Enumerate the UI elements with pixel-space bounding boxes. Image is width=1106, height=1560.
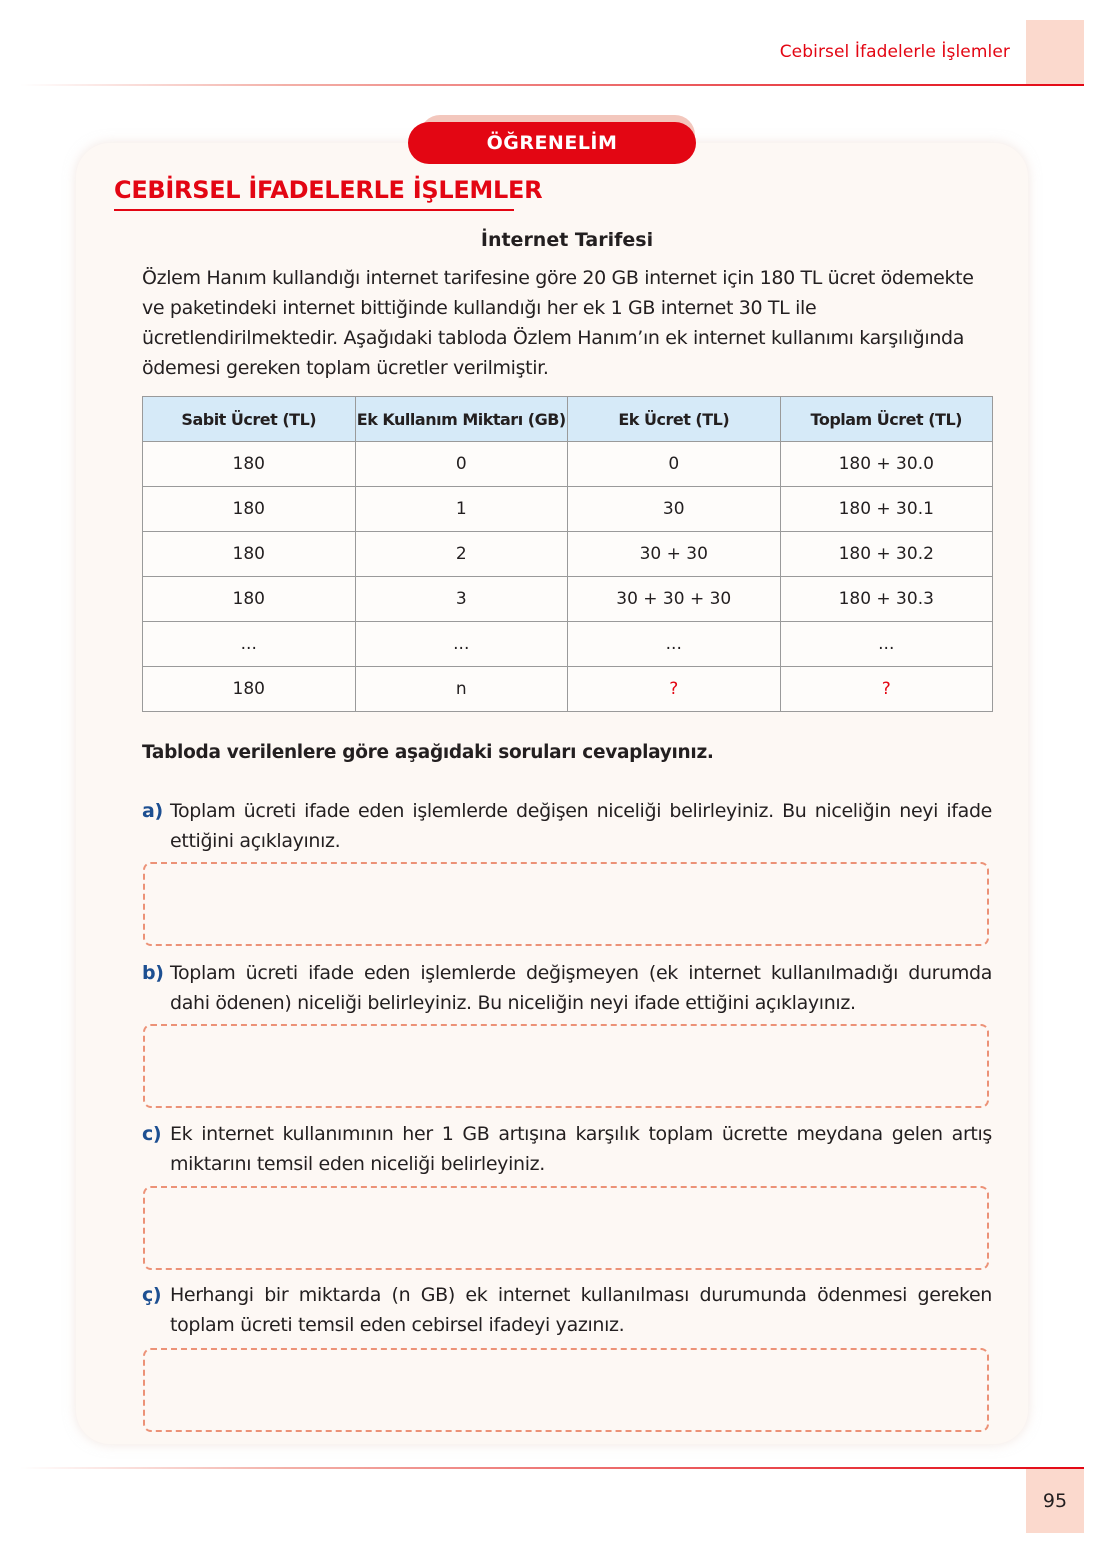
question-label: a) — [142, 800, 163, 822]
table-cell: 180 — [143, 577, 356, 622]
header-rule — [20, 84, 1084, 86]
column-header: Toplam Ücret (TL) — [780, 397, 993, 442]
table-cell: ... — [780, 622, 993, 667]
answer-box-cedilla[interactable] — [143, 1348, 989, 1432]
question-text: Ek internet kullanımının her 1 GB artışına karşılık toplam ücrette meydana gelen artış miktarını temsil eden niceliği belirleyiniz. — [170, 1123, 992, 1175]
unknown-cell: ? — [780, 667, 993, 712]
table-row — [143, 487, 993, 532]
unknown-cell: ? — [568, 667, 781, 712]
table-cell: 30 — [568, 487, 781, 532]
tariff-table — [142, 396, 993, 712]
table-header-row — [143, 397, 993, 442]
header-tab-decoration — [1026, 20, 1084, 86]
intro-paragraph: Özlem Hanım kullandığı internet tarifesine göre 20 GB internet için 180 TL ücret ödemekte ve paketindeki internet bittiğinde kullandığı her ek 1 GB internet 30 TL ile ücretlendirilmektedir. Aşağıdaki tabloda Özlem Hanım’ın ek internet kullanımı karşılığında ödemesi gereken toplam ücretler verilmiştir. — [142, 267, 974, 379]
question-b — [142, 958, 992, 1018]
table-cell: 180 — [143, 667, 356, 712]
table-cell: 180 + 30.1 — [780, 487, 993, 532]
table-cell: 2 — [355, 532, 568, 577]
question-text: Toplam ücreti ifade eden işlemlerde değişmeyen (ek internet kullanılmadığı durumda dahi ödenen) niceliği belirleyiniz. Bu niceliğin neyi ifade ettiğini açıklayınız. — [170, 962, 992, 1014]
section-title: CEBİRSEL İFADELERLE İŞLEMLER — [114, 176, 543, 204]
subheading: İnternet Tarifesi — [480, 229, 654, 251]
running-header-title: Cebirsel İfadelerle İşlemler — [779, 42, 1010, 62]
answer-box-c[interactable] — [143, 1186, 989, 1270]
table-cell: 0 — [568, 442, 781, 487]
table-cell: 180 — [143, 442, 356, 487]
question-label: b) — [142, 962, 164, 984]
column-header: Ek Ücret (TL) — [568, 397, 781, 442]
table-cell: 180 — [143, 532, 356, 577]
ogrenelim-badge: ÖĞRENELİM — [408, 122, 696, 164]
table-row — [143, 442, 993, 487]
section-title-underline — [114, 209, 514, 211]
table-row — [143, 577, 993, 622]
question-label: c) — [142, 1123, 162, 1145]
table-cell: n — [355, 667, 568, 712]
question-cedilla — [142, 1280, 992, 1340]
table-cell: ... — [143, 622, 356, 667]
table-cell: ... — [568, 622, 781, 667]
answer-box-b[interactable] — [143, 1024, 989, 1108]
instruction-text: Tabloda verilenlere göre aşağıdaki soruları cevaplayınız. — [142, 742, 714, 763]
table-cell: 180 + 30.3 — [780, 577, 993, 622]
table-row — [143, 532, 993, 577]
column-header: Ek Kullanım Miktarı (GB) — [355, 397, 568, 442]
page-number: 95 — [1042, 1490, 1068, 1512]
table-row — [143, 622, 993, 667]
table-cell: 180 + 30.0 — [780, 442, 993, 487]
table-cell: ... — [355, 622, 568, 667]
question-text: Toplam ücreti ifade eden işlemlerde değişen niceliği belirleyiniz. Bu niceliğin neyi ifade ettiğini açıklayınız. — [170, 800, 992, 852]
column-header: Sabit Ücret (TL) — [143, 397, 356, 442]
question-a — [142, 796, 992, 856]
footer-rule — [20, 1467, 1084, 1469]
table-cell: 30 + 30 + 30 — [568, 577, 781, 622]
table-cell: 180 + 30.2 — [780, 532, 993, 577]
question-label: ç) — [142, 1284, 162, 1306]
table-cell: 1 — [355, 487, 568, 532]
question-text: Herhangi bir miktarda (n GB) ek internet kullanılması durumunda ödenmesi gereken toplam ücreti temsil eden cebirsel ifadeyi yazınız. — [170, 1284, 992, 1336]
answer-box-a[interactable] — [143, 862, 989, 946]
table-cell: 3 — [355, 577, 568, 622]
table-cell: 180 — [143, 487, 356, 532]
table-row — [143, 667, 993, 712]
table-cell: 0 — [355, 442, 568, 487]
table-cell: 30 + 30 — [568, 532, 781, 577]
question-c — [142, 1119, 992, 1179]
